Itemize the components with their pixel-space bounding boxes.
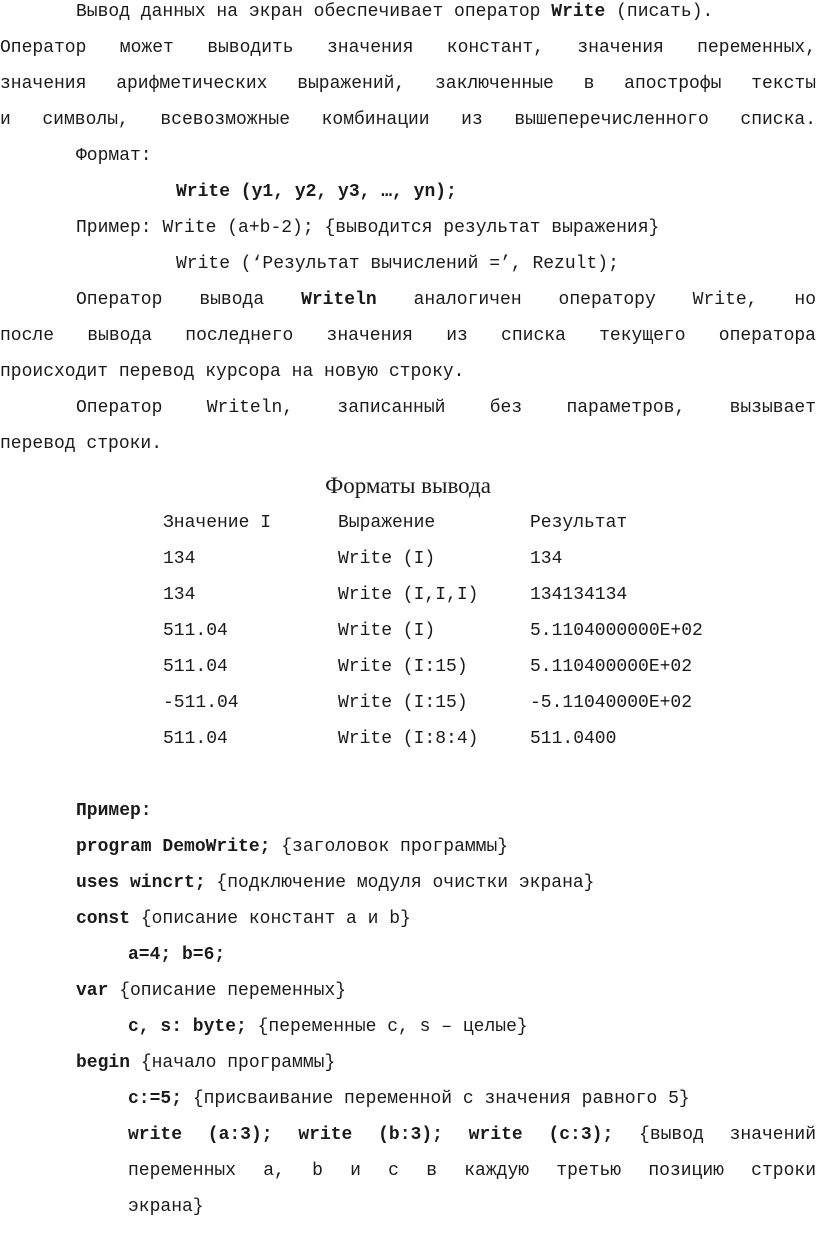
example-line-1 — [0, 210, 816, 246]
table-header: Значение I — [163, 513, 272, 533]
table-cell: 511.04 — [163, 657, 228, 677]
text: аналогичен оператору Write, но — [376, 290, 816, 310]
code-keyword: uses wincrt; — [76, 873, 206, 893]
intro-line-4: и символы, всевозможные комбинации из вышеперечисленного списка. — [0, 110, 816, 130]
format-label: Формат: — [76, 146, 152, 166]
table-cell: 134 — [530, 549, 563, 569]
writeln-line-3: происходит перевод курсора на новую строку. — [0, 362, 465, 382]
code-line-11: экрана} — [128, 1197, 204, 1217]
table-cell: -511.04 — [163, 693, 239, 713]
code-keyword: c, s: byte; — [128, 1017, 247, 1037]
table-cell: Write (I:15) — [338, 693, 468, 713]
code-line-4: a=4; b=6; — [128, 945, 226, 965]
table-cell: 511.04 — [163, 729, 228, 749]
table-cell: Write (I) — [338, 621, 436, 641]
code-comment: {подключение модуля очистки экрана} — [205, 873, 595, 893]
text: (писать). — [605, 2, 714, 22]
code-line-8 — [0, 1081, 816, 1117]
code-line-7 — [0, 1045, 816, 1081]
code-line-3 — [0, 901, 816, 937]
table-cell: Write (I:15) — [338, 657, 468, 677]
table-header: Выражение — [338, 513, 436, 533]
code-line-9 — [0, 1117, 816, 1153]
writeln-noparam-line-2: перевод строки. — [0, 434, 163, 454]
example-code: Write (a+b-2); {выводится результат выражения} — [162, 218, 660, 238]
table-header: Результат — [530, 513, 628, 533]
table-cell: 134134134 — [530, 585, 628, 605]
table-cell: 134 — [163, 585, 196, 605]
code-keyword: write (a:3); write (b:3); write (c:3); — [128, 1125, 614, 1145]
keyword-write: Write — [551, 2, 606, 22]
code-keyword: c:=5; — [128, 1089, 183, 1109]
code-comment: {описание переменных} — [108, 981, 347, 1001]
code-keyword: var — [76, 981, 109, 1001]
text: Оператор вывода — [76, 290, 302, 310]
code-keyword: begin — [76, 1053, 131, 1073]
table-cell: Write (I:8:4) — [338, 729, 479, 749]
writeln-noparam-line-1: Оператор Writeln, записанный без параметров, вызывает — [76, 398, 816, 418]
code-comment: {вывод значений — [613, 1125, 816, 1145]
intro-line-3: значения арифметических выражений, заключенные в апострофы тексты — [0, 74, 816, 94]
intro-line-1 — [0, 0, 816, 30]
code-keyword: program DemoWrite; — [76, 837, 271, 857]
code-line-1 — [0, 829, 816, 865]
writeln-line-1 — [0, 282, 816, 318]
table-cell: 511.0400 — [530, 729, 617, 749]
table-cell: 134 — [163, 549, 196, 569]
writeln-line-2: после вывода последнего значения из списка текущего оператора — [0, 326, 816, 346]
code-line-5 — [0, 973, 816, 1009]
example-label: Пример: — [76, 218, 152, 238]
table-cell: Write (I,I,I) — [338, 585, 479, 605]
table-title: Форматы вывода — [325, 473, 491, 498]
code-comment: {начало программы} — [130, 1053, 336, 1073]
table-cell: Write (I) — [338, 549, 436, 569]
code-comment: {описание констант a и b} — [130, 909, 411, 929]
code-line-2 — [0, 865, 816, 901]
table-cell: 5.1104000000E+02 — [530, 621, 703, 641]
text: Вывод данных на экран обеспечивает оператор — [76, 2, 552, 22]
table-cell: -5.11040000E+02 — [530, 693, 693, 713]
format-code: Write (y1, y2, y3, …, yn); — [176, 182, 457, 202]
code-line-6 — [0, 1009, 816, 1045]
example-line-2: Write (‘Результат вычислений =’, Rezult); — [176, 254, 619, 274]
code-keyword: const — [76, 909, 131, 929]
code-comment: {присваивание переменной c значения равного 5} — [182, 1089, 690, 1109]
program-example-label: Пример: — [76, 801, 152, 821]
table-cell: 5.110400000E+02 — [530, 657, 693, 677]
keyword-writeln: Writeln — [301, 290, 377, 310]
code-comment: {заголовок программы} — [270, 837, 509, 857]
code-line-10: переменных a, b и c в каждую третью позицию строки — [128, 1161, 816, 1181]
code-comment: {переменные c, s – целые} — [246, 1017, 528, 1037]
intro-line-2: Оператор может выводить значения констант, значения переменных, — [0, 38, 816, 58]
table-cell: 511.04 — [163, 621, 228, 641]
